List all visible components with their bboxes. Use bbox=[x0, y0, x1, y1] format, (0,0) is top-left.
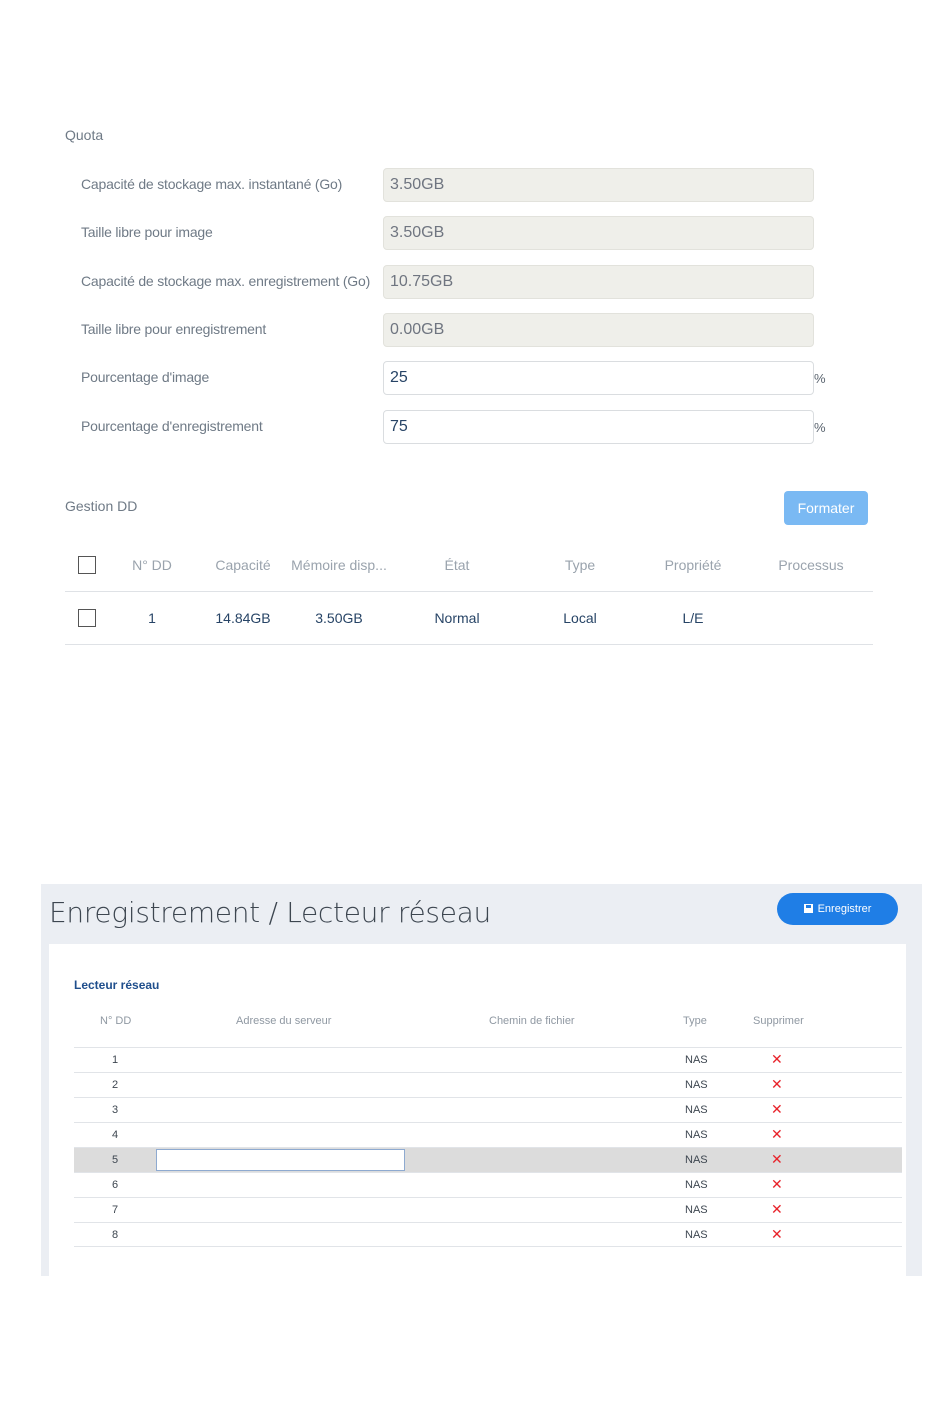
column-header-state: État bbox=[444, 557, 470, 573]
max-record-capacity-field bbox=[383, 265, 814, 299]
quota-row-image-percent bbox=[0, 361, 950, 395]
list-item[interactable]: 2 NAS ✕ bbox=[74, 1072, 902, 1097]
list-item[interactable]: 7 NAS ✕ bbox=[74, 1197, 902, 1222]
column-header-hdd-num: N° DD bbox=[132, 557, 172, 573]
drive-type: NAS bbox=[685, 1079, 708, 1091]
list-item[interactable]: 1 NAS ✕ bbox=[74, 1047, 902, 1072]
network-drive-subtitle: Lecteur réseau bbox=[74, 978, 160, 992]
image-percentage-input[interactable] bbox=[383, 361, 814, 395]
drive-type: NAS bbox=[685, 1229, 708, 1241]
quota-row-max-record bbox=[0, 265, 950, 299]
max-snapshot-capacity-field bbox=[383, 168, 814, 202]
drive-type: NAS bbox=[685, 1054, 708, 1066]
delete-icon[interactable]: ✕ bbox=[771, 1151, 783, 1167]
delete-icon[interactable]: ✕ bbox=[771, 1051, 783, 1067]
delete-icon[interactable]: ✕ bbox=[771, 1226, 783, 1242]
column-header-type: Type bbox=[683, 1015, 707, 1027]
delete-icon[interactable]: ✕ bbox=[771, 1101, 783, 1117]
drive-type: NAS bbox=[685, 1154, 708, 1166]
column-header-capacity: Capacité bbox=[215, 557, 271, 573]
quota-label: Pourcentage d'image bbox=[81, 369, 210, 385]
select-all-checkbox[interactable] bbox=[78, 556, 96, 574]
list-item[interactable]: 4 NAS ✕ bbox=[74, 1122, 902, 1147]
quota-label: Capacité de stockage max. instantané (Go) bbox=[81, 176, 343, 192]
record-percentage-input[interactable] bbox=[383, 410, 814, 444]
table-row[interactable] bbox=[65, 592, 873, 645]
save-disk-icon bbox=[804, 904, 813, 913]
list-item[interactable]: 3 NAS ✕ bbox=[74, 1097, 902, 1122]
capacity-cell: 14.84GB bbox=[215, 610, 271, 626]
column-header-hdd-num: N° DD bbox=[100, 1015, 132, 1027]
percent-unit: % bbox=[814, 371, 826, 386]
save-button[interactable] bbox=[777, 893, 898, 925]
column-header-delete: Supprimer bbox=[753, 1015, 804, 1027]
format-button[interactable]: Formater bbox=[784, 491, 868, 525]
drive-type: NAS bbox=[685, 1129, 708, 1141]
delete-icon[interactable]: ✕ bbox=[771, 1076, 783, 1092]
delete-icon[interactable]: ✕ bbox=[771, 1201, 783, 1217]
delete-icon[interactable]: ✕ bbox=[771, 1126, 783, 1142]
column-header-server-address: Adresse du serveur bbox=[236, 1015, 332, 1027]
quota-row-free-image bbox=[0, 216, 950, 250]
list-item[interactable]: 8 NAS ✕ bbox=[74, 1222, 902, 1247]
list-item[interactable]: 6 NAS ✕ bbox=[74, 1172, 902, 1197]
list-item-selected[interactable]: 5 NAS ✕ bbox=[74, 1147, 902, 1172]
drive-type: NAS bbox=[685, 1104, 708, 1116]
free-memory-cell: 3.50GB bbox=[315, 610, 363, 626]
column-header-type: Type bbox=[564, 557, 596, 573]
quota-section-title: Quota bbox=[65, 127, 104, 143]
column-header-file-path: Chemin de fichier bbox=[489, 1015, 575, 1027]
quota-label: Pourcentage d'enregistrement bbox=[81, 418, 263, 434]
percent-unit: % bbox=[814, 420, 826, 435]
hdd-num-cell: 1 bbox=[148, 610, 156, 626]
type-cell: Local bbox=[563, 610, 597, 626]
row-checkbox[interactable] bbox=[78, 609, 96, 627]
drive-type: NAS bbox=[685, 1179, 708, 1191]
property-cell: L/E bbox=[682, 610, 704, 626]
free-record-space-field bbox=[383, 313, 814, 347]
quota-row-free-record bbox=[0, 313, 950, 347]
quota-label: Capacité de stockage max. enregistrement (Go) bbox=[81, 273, 371, 289]
quota-label: Taille libre pour enregistrement bbox=[81, 321, 267, 337]
state-cell: Normal bbox=[434, 610, 480, 626]
column-header-free-memory: Mémoire disp... bbox=[291, 557, 387, 573]
delete-icon[interactable]: ✕ bbox=[771, 1176, 783, 1192]
quota-row-record-percent bbox=[0, 410, 950, 444]
save-button-label: Enregistrer bbox=[817, 903, 872, 915]
hdd-section-title: Gestion DD bbox=[65, 498, 138, 514]
quota-label: Taille libre pour image bbox=[81, 224, 213, 240]
quota-row-max-snapshot bbox=[0, 168, 950, 202]
column-header-process: Processus bbox=[778, 557, 844, 573]
column-header-property: Propriété bbox=[664, 557, 722, 573]
server-address-input[interactable] bbox=[156, 1149, 405, 1171]
drive-type: NAS bbox=[685, 1204, 708, 1216]
page-title: Enregistrement / Lecteur réseau bbox=[49, 896, 491, 929]
free-image-space-field bbox=[383, 216, 814, 250]
hdd-table-header bbox=[65, 539, 873, 592]
